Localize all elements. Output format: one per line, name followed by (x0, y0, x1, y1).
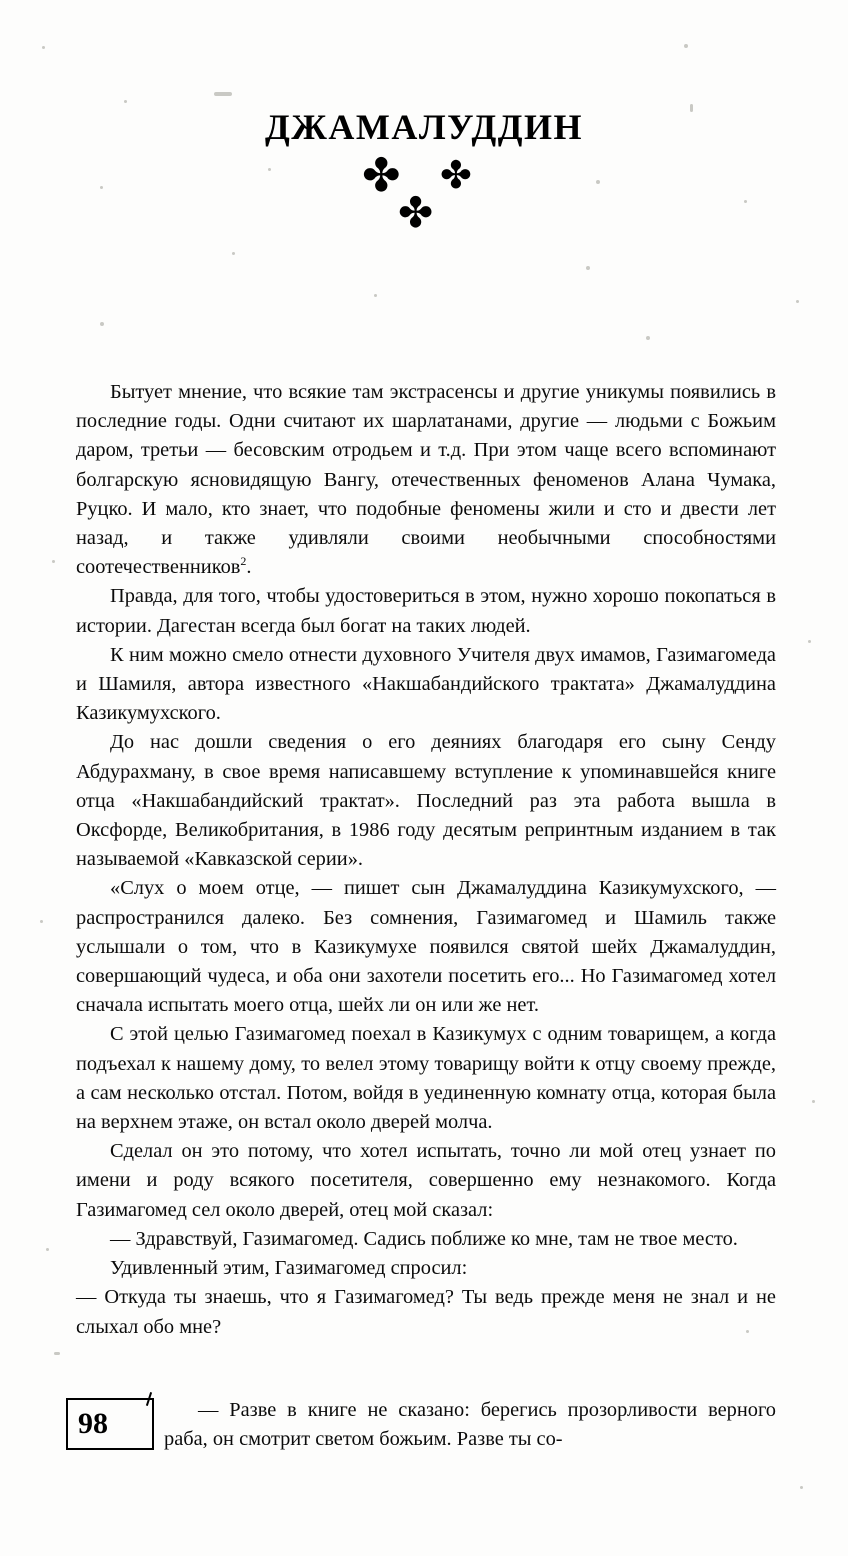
paragraph-text: Бытует мнение, что всякие там экстрасенсы и другие уникумы появились в последние годы. Одни считают их шарлатанами, другие — людьми с Божьим даром, третьи — бесовским отродьем и т.д. При этом чаще всего вспоминают болгарскую ясновидящую Вангу, отечественных феноменов Алана Чумака, Руцко. И мало, кто знает, что подобные феномены жили и сто и двести лет назад, и также удивляли своими необычными способностями соотечественников (76, 381, 776, 579)
paragraph: — Здравствуй, Газимагомед. Садись поближе ко мне, там не твое место. (110, 1227, 738, 1250)
paragraph: — Откуда ты знаешь, что я Газимагомед? Ты ведь прежде меня не знал и не слыхал обо мне? (76, 1286, 776, 1338)
ornament-group (0, 148, 848, 248)
scan-speck (42, 46, 45, 49)
scan-speck (124, 100, 127, 103)
scan-speck (374, 294, 377, 297)
star-ornament-icon: ✤ (398, 188, 434, 237)
star-ornament-icon: ✤ (440, 153, 472, 197)
scan-speck (214, 92, 232, 96)
footnote-marker: 2 (240, 554, 247, 569)
scan-speck (646, 336, 650, 340)
body-text-continued (164, 1396, 776, 1454)
scan-speck (812, 1100, 815, 1103)
scan-speck (232, 252, 235, 255)
paragraph: К ним можно смело отнести духовного Учителя двух имамов, Газимагомеда и Шамиля, автора известного «Накшабандийского трактата» Джамалуддина Казикумухского. (76, 643, 776, 725)
paragraph: — Разве в книге не сказано: берегись прозорливости верного раба, он смотрит светом божьим. Разве ты со- (164, 1399, 776, 1451)
star-ornament-icon: ✤ (362, 148, 401, 202)
scan-speck (52, 560, 55, 563)
scan-speck (586, 266, 590, 270)
scan-speck (796, 300, 799, 303)
scan-speck (40, 920, 43, 923)
paragraph: Правда, для того, чтобы удостовериться в этом, нужно хорошо покопаться в истории. Дагестан всегда был богат на таких людей. (76, 585, 776, 637)
paragraph: До нас дошли сведения о его деяниях благодаря его сыну Сенду Абдурахману, в свое время написавшему вступление к упоминавшейся книге отца «Накшабандийский трактат». Последний раз эта работа вышла в Оксфорде, Великобритания, в 1986 году десятым репринтным изданием в так называемой «Кавказской серии». (76, 731, 776, 871)
scan-speck (800, 1486, 803, 1489)
scan-speck (684, 44, 688, 48)
scan-speck (46, 1248, 49, 1251)
paragraph: Сделал он это потому, что хотел испытать, точно ли мой отец узнает по имени и роду всякого посетителя, совершенно ему незнакомого. Когда Газимагомед сел около дверей, отец мой сказал: (76, 1140, 776, 1221)
paragraph: С этой целью Газимагомед поехал в Казикумух с одним товарищем, а когда подъехал к нашему дому, то велел этому товарищу войти к отцу своему прежде, а сам несколько отстал. Потом, войдя в уединенную комнату отца, которая была на верхнем этаже, он встал около дверей молча. (76, 1023, 776, 1134)
page-number: 98 (78, 1407, 108, 1440)
page-title: ДЖАМАЛУДДИН (265, 107, 583, 148)
scan-speck (808, 640, 811, 643)
scan-speck (54, 1352, 60, 1355)
paragraph: Бытует мнение, что всякие там экстрасенсы и другие уникумы появились в последние годы. Одни считают их шарлатанами, другие — людьми с Божьим даром, третьи — бесовским отродьем и т.д. При этом чаще всего вспоминают болгарскую ясновидящую Вангу, отечественных феноменов Алана Чумака, Руцко. И мало, кто знает, что подобные феномены жили и сто и двести лет назад, и также удивляли своими необычными способностями соотечественников$^2$. (76, 381, 776, 579)
scan-speck (100, 322, 104, 326)
paragraph: «Слух о моем отце, — пишет сын Джамалуддина Казикумухского, — распространился далеко. Без сомнения, Газимагомед и Шамиль также услышали о том, что в Казикумухе появился святой шейх Джамалуддин, совершающий чудеса, и оба они захотели посетить его... Но Газимагомед хотел сначала испытать моего отца, шейх ли он или же нет. (76, 877, 776, 1017)
body-text (76, 378, 776, 1342)
paragraph: Удивленный этим, Газимагомед спросил: (110, 1257, 468, 1280)
